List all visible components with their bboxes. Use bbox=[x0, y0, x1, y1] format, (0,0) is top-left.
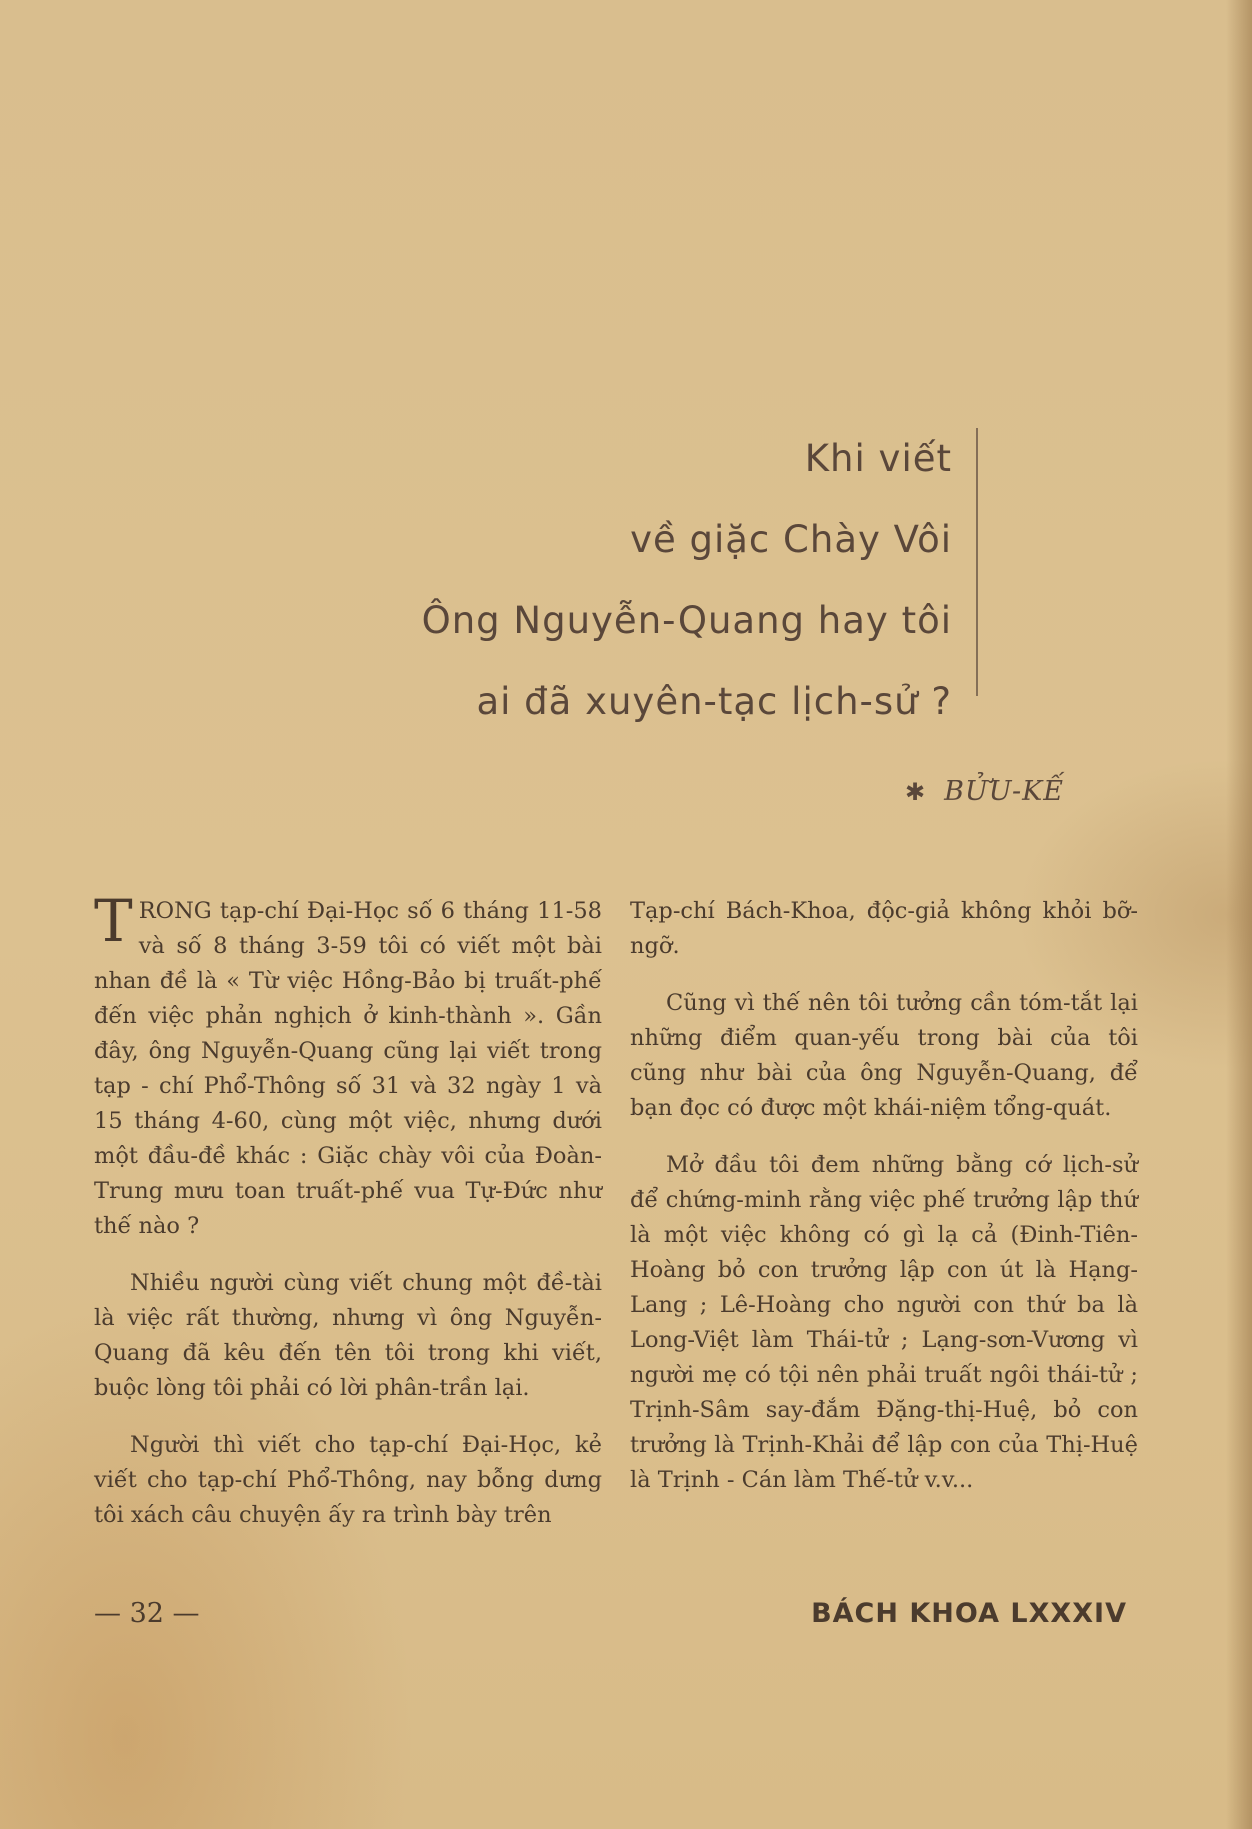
paragraph: Nhiều người cùng viết chung một đề-tài là việc rất thường, nhưng vì ông Nguyễn-Quang đã kêu đến tên tôi trong khi viết, buộc lòng tôi phải có lời phân-trần lại. bbox=[94, 1270, 602, 1401]
star-ornament-icon: ✱ bbox=[905, 778, 927, 806]
paragraph: Mở đầu tôi đem những bằng cớ lịch-sử để chứng-minh rằng việc phế trưởng lập thứ là một việc không có gì lạ cả (Đinh-Tiên-Hoàng bỏ con trưởng lập con út là Hạng-Lang ; Lê-Hoàng cho người con thứ ba là Long-Việt làm Thái-tử ; Lạng-sơn-Vương vì người mẹ có tội nên phải truất ngôi thái-tử ; Trịnh-Sâm say-đắm Đặng-thị-Huệ, bỏ con trưởng là Trịnh-Khải để lập con của Thị-Huệ là Trịnh - Cán làm Thế-tử v.v... bbox=[630, 1152, 1138, 1493]
page-number: — 32 — bbox=[94, 1598, 200, 1629]
headline-vertical-rule bbox=[976, 428, 978, 696]
headline-line-1: Khi viết bbox=[804, 437, 952, 480]
paragraph bbox=[94, 887, 602, 1244]
paragraph-text: RONG tạp-chí Đại-Học số 6 tháng 11-58 và số 8 tháng 3-59 tôi có viết một bài nhan đề là « Từ việc Hồng-Bảo bị truất-phế đến việc phản nghịch ở kinh-thành ». Gần đây, ông Nguyễn-Quang cũng lại viết trong tạp - chí Phổ-Thông số 31 và 32 ngày 1 và 15 tháng 4-60, cùng một việc, nhưng dưới một đầu-đề khác : Giặc chày vôi của Đoàn-Trung mưu toan truất-phế vua Tự-Đức như thế nào ? bbox=[94, 898, 602, 1239]
article-headline bbox=[192, 418, 952, 742]
headline-line-2: về giặc Chày Vôi bbox=[630, 518, 952, 561]
paragraph: Cũng vì thế nên tôi tưởng cần tóm-tắt lại những điểm quan-yếu trong bài của tôi cũng như bài của ông Nguyễn-Quang, để bạn đọc có được một khái-niệm tổng-quát. bbox=[630, 990, 1138, 1121]
drop-cap: T bbox=[94, 887, 133, 955]
author-byline bbox=[905, 776, 1064, 807]
right-text-column bbox=[630, 894, 1138, 1520]
paragraph: Tạp-chí Bách-Khoa, độc-giả không khỏi bỡ-ngỡ. bbox=[630, 898, 1138, 959]
page-edge-shadow bbox=[1226, 0, 1252, 1829]
magazine-name: BÁCH KHOA LXXXIV bbox=[811, 1598, 1127, 1629]
left-text-column bbox=[94, 887, 602, 1555]
paragraph: Người thì viết cho tạp-chí Đại-Học, kẻ viết cho tạp-chí Phổ-Thông, nay bỗng dưng tôi xách câu chuyện ấy ra trình bày trên bbox=[94, 1432, 602, 1528]
headline-line-3: Ông Nguyễn-Quang hay tôi bbox=[421, 599, 952, 642]
headline-line-4: ai đã xuyên-tạc lịch-sử ? bbox=[476, 680, 952, 723]
author-name: BỬU-KẾ bbox=[944, 776, 1064, 807]
